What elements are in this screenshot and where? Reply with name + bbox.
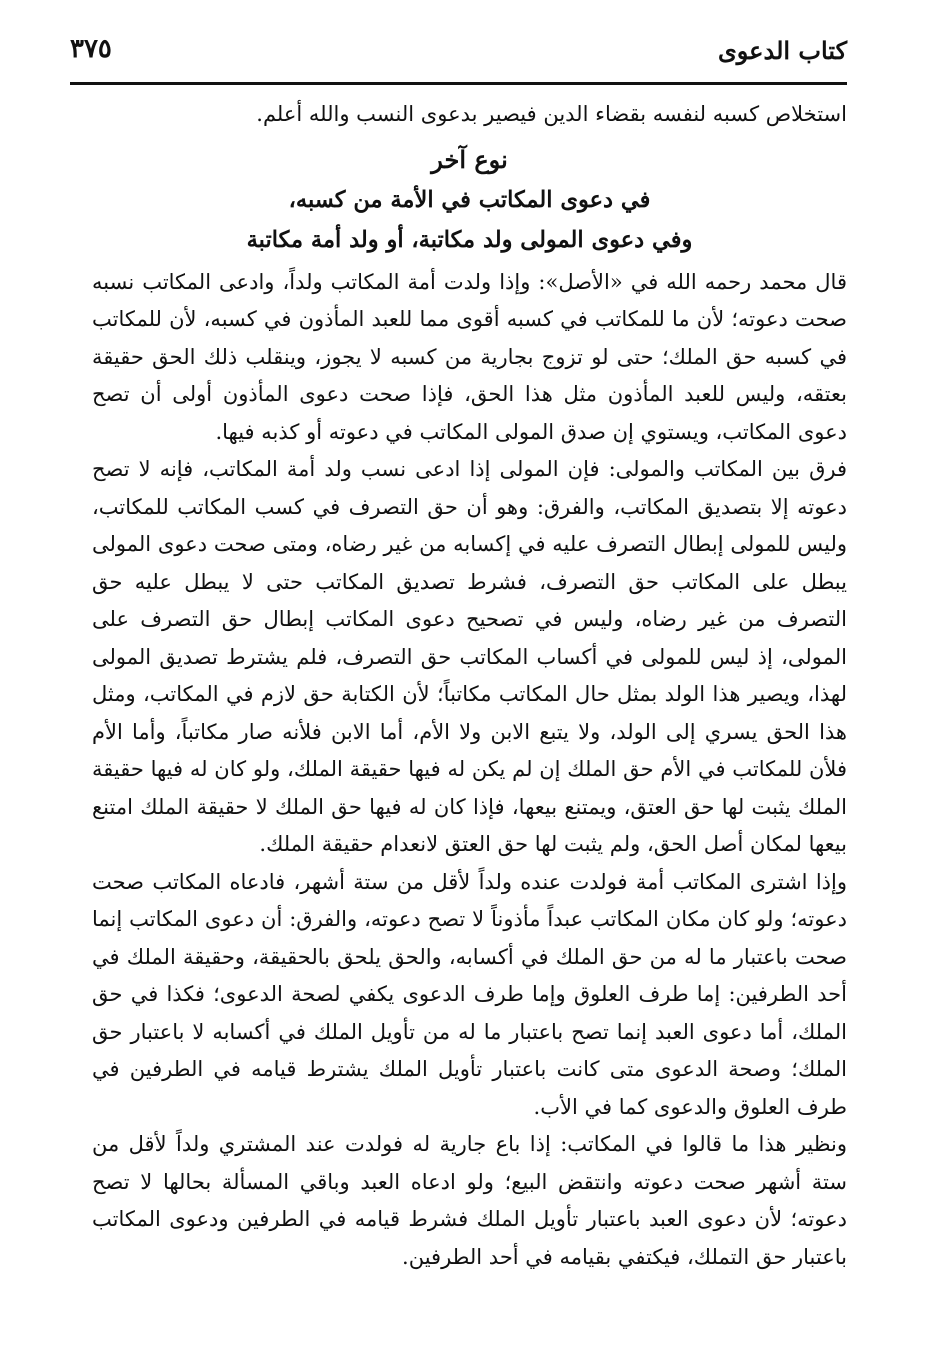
section-headings	[92, 140, 847, 260]
running-header	[70, 30, 847, 74]
running-header-title: كتاب الدعوى	[717, 36, 847, 65]
paragraph-3: وإذا اشترى المكاتب أمة فولدت عنده ولداً لأقل من ستة أشهر، فادعاه المكاتب صحت دعوته؛ ولو كان مكان المكاتب عبداً مأذوناً لا تصح دعوته، والفرق: أن دعوى المكاتب إنما صحت باعتبار ما له من حق الملك في أكسابه، والحق يلحق بالحقيقة، وحقيقة الملك في أحد الطرفين: إما طرف العلوق وإما طرف الدعوى يكفي لصحة الدعوى؛ فكذا في حق الملك، أما دعوى العبد إنما تصح باعتبار ما له من تأويل الملك في أكسابه لا باعتبار حق الملك؛ وصحة الدعوى متى كانت باعتبار تأويل الملك يشترط قيامه في الطرفين في طرف العلوق والدعوى كما في الأب.	[92, 869, 847, 1119]
body-text	[92, 96, 847, 1276]
intro-line: استخلاص كسبه لنفسه بقضاء الدين فيصير بدعوى النسب والله أعلم.	[256, 102, 847, 126]
section-heading: نوع آخر	[431, 144, 508, 174]
paragraph-4: ونظير هذا ما قالوا في المكاتب: إذا باع جارية له فولدت عند المشتري ولداً لأقل من ستة أشهر صحت دعوته وانتقض البيع؛ ولو ادعاه العبد وباقي المسألة بحالها لا تصح دعوته؛ لأن دعوى العبد باعتبار تأويل الملك فشرط قيامه في الطرفين ودعوى المكاتب باعتبار حق التملك، فيكتفي بقيامه في أحد الطرفين.	[92, 1132, 847, 1269]
page-number: ٣٧٥	[70, 34, 112, 64]
section-subheading-1: في دعوى المكاتب في الأمة من كسبه،	[288, 186, 651, 213]
paragraph-1: قال محمد رحمه الله في «الأصل»: وإذا ولدت أمة المكاتب ولداً، وادعى المكاتب نسبه صحت دعوته؛ لأن ما للمكاتب في كسبه أقوى مما للعبد المأذون في كسبه، لأن للمكاتب في كسبه حق الملك؛ حتى لو تزوج بجارية من كسبه لا يجوز، وينقلب ذلك الحق حقيقة بعتقه، وليس للعبد المأذون مثل هذا الحق، فإذا صحت دعوى المأذون أولى أن تصح دعوى المكاتب، ويستوي إن صدق المولى المكاتب في دعوته أو كذبه فيها.	[92, 269, 847, 444]
header-rule	[70, 82, 847, 85]
section-subheading-2: وفي دعوى المولى ولد مكاتبة، أو ولد أمة مكاتبة	[246, 226, 693, 253]
paragraph-2: فرق بين المكاتب والمولى: فإن المولى إذا ادعى نسب ولد أمة المكاتب، فإنه لا تصح دعوته إلا بتصديق المكاتب، والفرق: وهو أن حق التصرف في كسب المكاتب للمكاتب، وليس للمولى إبطال التصرف عليه في إكسابه من غير رضاه، ومتى صحت دعوى المولى يبطل على المكاتب حق التصرف، فشرط تصديق المكاتب حتى لا يبطل عليه حق التصرف من غير رضاه، وليس في تصحيح دعوى المكاتب إبطال حق التصرف على المولى، إذ ليس للمولى في أكساب المكاتب حق التصرف، فلم يشترط تصديق المولى لهذا، ويصير هذا الولد بمثل حال المكاتب مكاتباً؛ لأن الكتابة حق لازم في المكاتب، ومثل هذا الحق يسري إلى الولد، ولا يتبع الابن ولا الأم، أما الابن فلأنه صار مكاتباً، وأما الأم فلأن للمكاتب في الأم حق الملك إن لم يكن له فيها حقيقة الملك، ولو كان له فيها حقيقة الملك يثبت لها حق العتق، ويمتنع بيعها، فإذا كان له فيها حق الملك لا حقيقة الملك امتنع بيعها لمكان أصل الحق، ولم يثبت لها حق العتق لانعدام حقيقة الملك.	[92, 457, 847, 856]
